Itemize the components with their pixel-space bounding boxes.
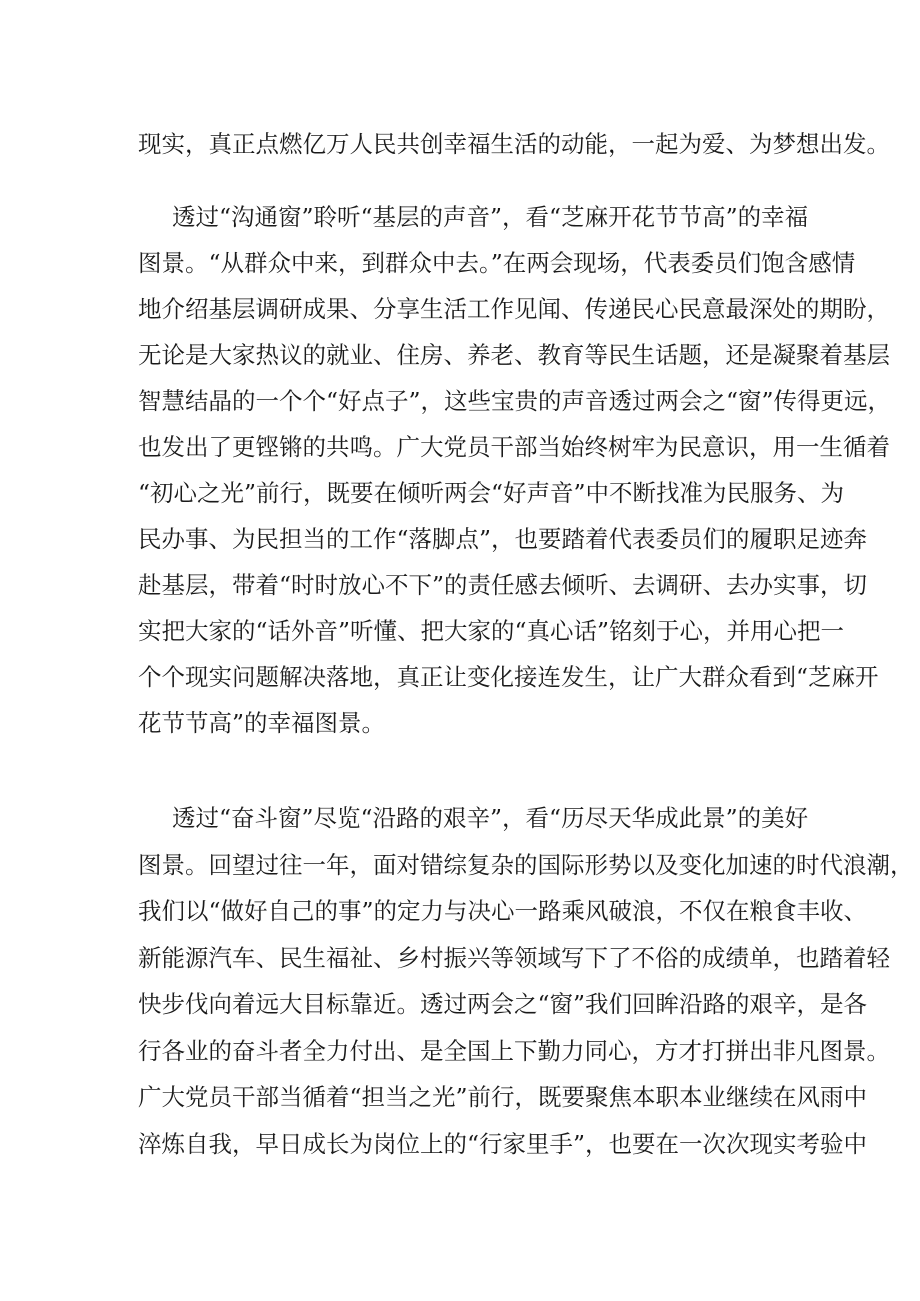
paragraph-line: 智慧结晶的一个个“好点子”，这些宝贵的声音透过两会之“窗”传得更远， bbox=[138, 387, 892, 415]
paragraph-line: 赴基层，带着“时时放心不下”的责任感去倾听、去调研、去办实事，切 bbox=[138, 571, 868, 599]
paragraph-line: “初心之光”前行，既要在倾听两会“好声音”中不断找准为民服务、为 bbox=[138, 479, 845, 507]
paragraph-line: 新能源汽车、民生福祉、乡村振兴等领域写下了不俗的成绩单，也踏着轻 bbox=[138, 944, 890, 972]
paragraph-line: 透过“沟通窗”聆听“基层的声音”，看“芝麻开花节节高”的幸福 bbox=[172, 203, 809, 231]
paragraph-line: 行各业的奋斗者全力付出、是全国上下勤力同心，方才打拼出非凡图景。 bbox=[138, 1037, 890, 1065]
paragraph-line: 无论是大家热议的就业、住房、养老、教育等民生话题，还是凝聚着基层 bbox=[138, 341, 890, 369]
paragraph-line: 淬炼自我，早日成长为岗位上的“行家里手”，也要在一次次现实考验中 bbox=[138, 1130, 868, 1158]
paragraph-line: 现实，真正点燃亿万人民共创幸福生活的动能，一起为爱、为梦想出发。 bbox=[138, 130, 890, 158]
paragraph-line: 快步伐向着远大目标靠近。透过两会之“窗”我们回眸沿路的艰辛，是各 bbox=[138, 990, 868, 1018]
paragraph-line: 图景。“从群众中来，到群众中去。”在两会现场，代表委员们饱含感情 bbox=[138, 249, 856, 277]
paragraph-line: 我们以“做好自己的事”的定力与决心一路乘风破浪，不仅在粮食丰收、 bbox=[138, 897, 868, 925]
paragraph-line: 也发出了更铿锵的共鸣。广大党员干部当始终树牢为民意识，用一生循着 bbox=[138, 433, 890, 461]
paragraph-line: 实把大家的“话外音”听懂、把大家的“真心话”铭刻于心，并用心把一 bbox=[138, 617, 845, 645]
paragraph-line: 透过“奋斗窗”尽览“沿路的艰辛”，看“历尽天华成此景”的美好 bbox=[172, 804, 809, 832]
paragraph-line: 民办事、为民担当的工作“落脚点”，也要踏着代表委员们的履职足迹奔 bbox=[138, 525, 868, 553]
paragraph-line: 广大党员干部当循着“担当之光”前行，既要聚焦本职本业继续在风雨中 bbox=[138, 1083, 868, 1111]
paragraph-line: 花节节高”的幸福图景。 bbox=[138, 709, 386, 737]
paragraph-line: 图景。回望过往一年，面对错综复杂的国际形势以及变化加速的时代浪潮， bbox=[138, 851, 914, 879]
paragraph-line: 个个现实问题解决落地，真正让变化接连发生，让广大群众看到“芝麻开 bbox=[138, 663, 879, 691]
paragraph-line: 地介绍基层调研成果、分享生活工作见闻、传递民心民意最深处的期盼， bbox=[138, 295, 890, 323]
